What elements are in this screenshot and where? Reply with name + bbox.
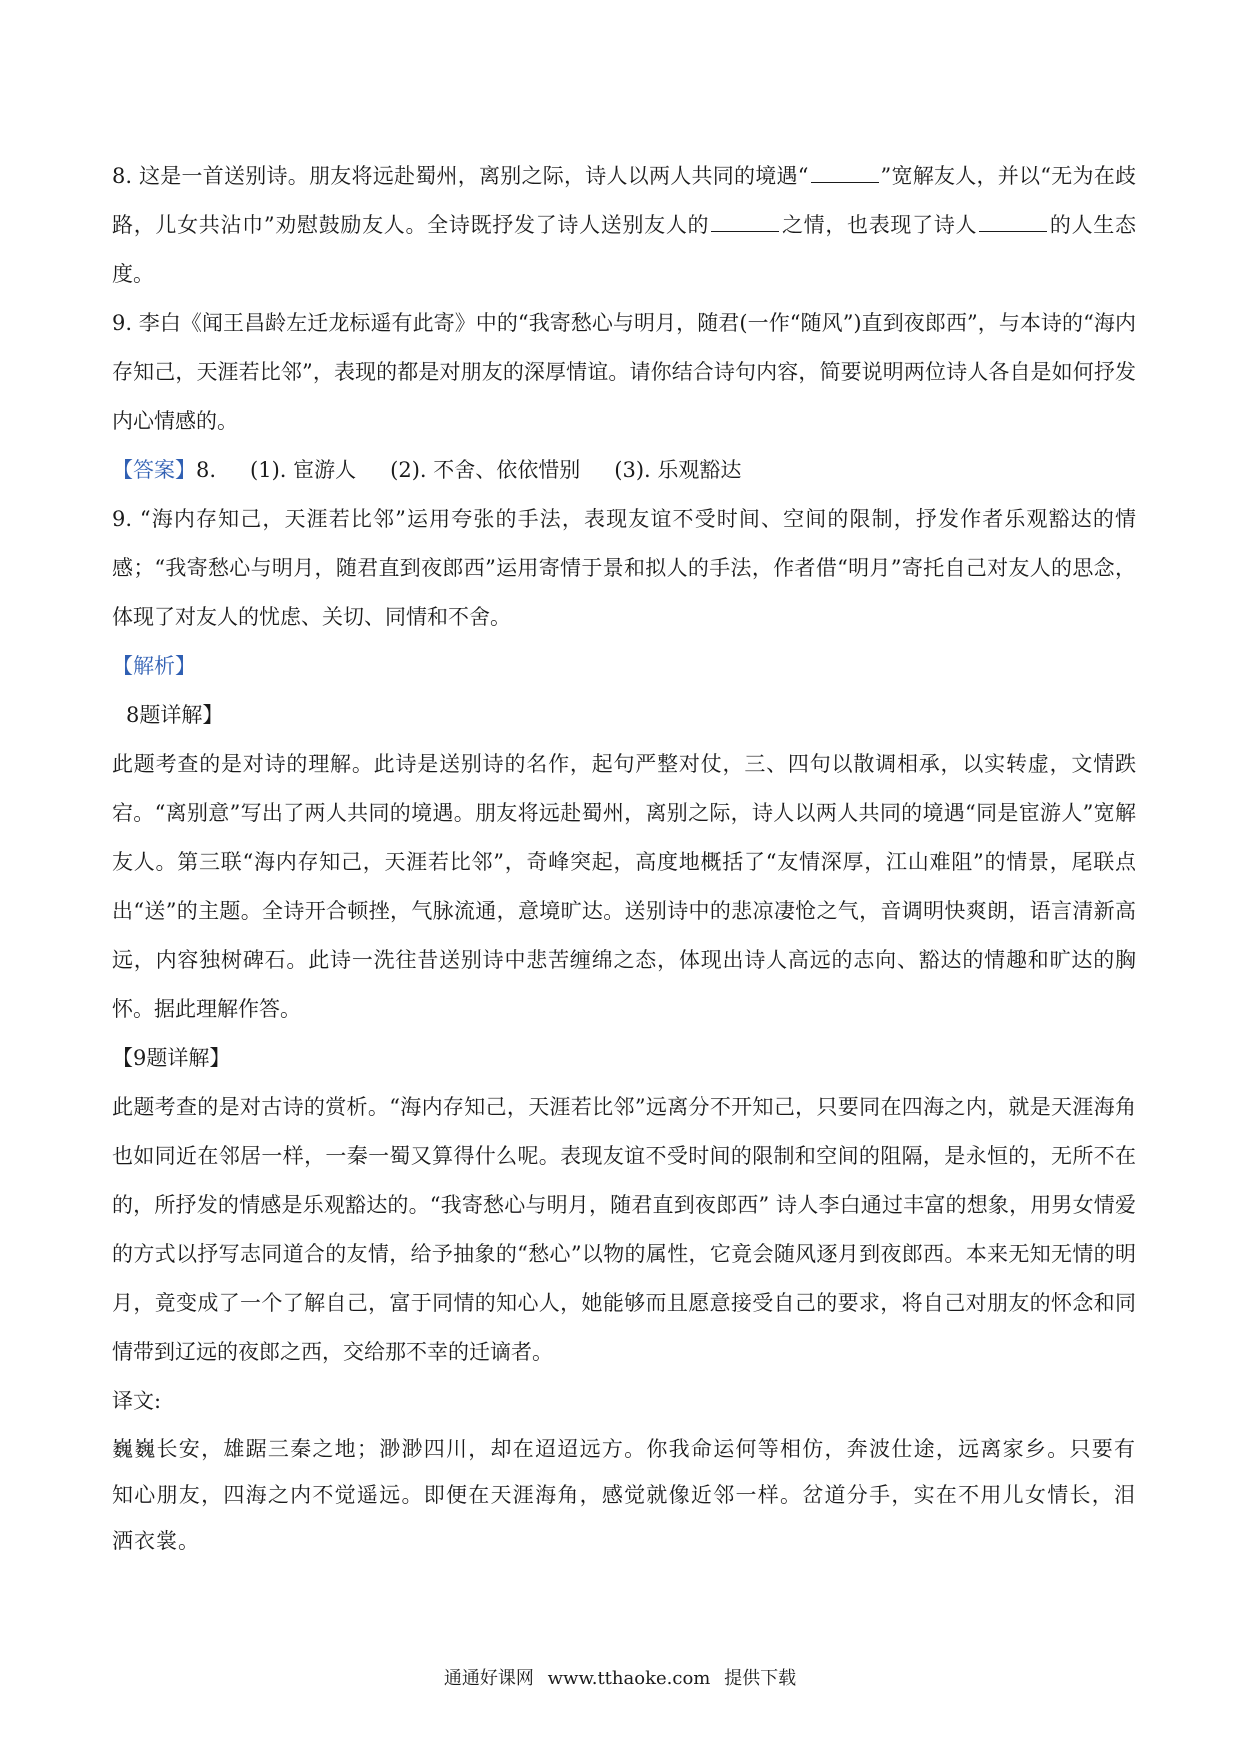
translation-text: 巍巍长安，雄踞三秦之地；渺渺四川，却在迢迢远方。你我命运何等相仿，奔波仕途，远离家乡。只要有知心朋友，四海之内不觉遥远。即便在天涯海角，感觉就像近邻一样。岔道分手，实在不用儿女情长，泪洒衣裳。	[112, 1437, 1136, 1553]
q8-detail-heading: 8题详解】	[126, 703, 224, 727]
q8-detail-text: 此题考查的是对诗的理解。此诗是送别诗的名作，起句严整对仗，三、四句以散调相承，以实转虚，文情跌宕。“离别意”写出了两人共同的境遇。朋友将远赴蜀州，离别之际，诗人以两人共同的境遇“同是宦游人”宽解友人。第三联“海内存知己，天涯若比邻”，奇峰突起，高度地概括了“友情深厚，江山难阻”的情景，尾联点出“送”的主题。全诗开合顿挫，气脉流通，意境旷达。送别诗中的悲凉凄怆之气，音调明快爽朗，语言清新高远，内容独树碑石。此诗一洗往昔送别诗中悲苦缠绵之态，体现出诗人高远的志向、豁达的情趣和旷达的胸怀。据此理解作答。	[112, 752, 1136, 1021]
q9-detail-heading: 【9题详解】	[112, 1046, 231, 1070]
translation-label: 译文:	[112, 1389, 162, 1413]
answer-item-1: (1). 宦游人	[250, 458, 357, 482]
page-footer	[0, 1664, 1240, 1690]
q8-text-part4: 的人生态度。	[112, 213, 1137, 286]
question-9: 9. 李白《闻王昌龄左迁龙标遥有此寄》中的“我寄愁心与明月，随君(一作“随风”)直到夜郎西”，与本诗的“海内存知己，天涯若比邻”，表现的都是对朋友的深厚情谊。请你结合诗句内容，简要说明两位诗人各自是如何抒发内心情感的。	[112, 311, 1136, 433]
question-8	[112, 152, 1136, 299]
q9-detail-text: 此题考查的是对古诗的赏析。“海内存知己，天涯若比邻”远离分不开知己，只要同在四海之内，就是天涯海角也如同近在邻居一样，一秦一蜀又算得什么呢。表现友谊不受时间的限制和空间的阻隔，是永恒的，无所不在的，所抒发的情感是乐观豁达的。“我寄愁心与明月，随君直到夜郎西” 诗人李白通过丰富的想象，用男女情爱的方式以抒写志同道合的友情，给予抽象的“愁心”以物的属性，它竟会随风逐月到夜郎西。本来无知无情的明月，竟变成了一个了解自己，富于同情的知心人，她能够而且愿意接受自己的要求，将自己对朋友的怀念和同情带到辽远的夜郎之西，交给那不幸的迁谪者。	[112, 1095, 1136, 1364]
q8-blank-3	[979, 213, 1047, 232]
answer-q9: 9. “海内存知己，天涯若比邻”运用夸张的手法，表现友谊不受时间、空间的限制，抒发作者乐观豁达的情感；“我寄愁心与明月，随君直到夜郎西”运用寄情于景和拟人的手法，作者借“明月”寄托自己对友人的思念，体现了对友人的忧虑、关切、同情和不舍。	[112, 507, 1136, 629]
q8-text-part2: ”宽解友人，并以“无为在歧路，儿女共沾巾”劝慰鼓励友人。全诗既抒发了诗人送别友人的	[112, 164, 1136, 237]
q8-text-part1: 8. 这是一首送别诗。朋友将远赴蜀州，离别之际，诗人以两人共同的境遇“	[112, 164, 809, 188]
q8-blank-2	[711, 213, 779, 232]
answer-q-num: 8.	[196, 458, 217, 482]
document-body	[112, 152, 1136, 1564]
answer-line	[112, 446, 1136, 495]
answer-label: 【答案】	[112, 458, 196, 482]
q8-blank-1	[811, 164, 879, 183]
analysis-label: 【解析】	[112, 654, 196, 678]
footer-url[interactable]: www.tthaoke.com	[547, 1668, 711, 1689]
answer-item-2: (2). 不舍、依依惜别	[390, 458, 581, 482]
footer-site-name: 通通好课网	[443, 1668, 534, 1689]
q8-text-part3: 之情，也表现了诗人	[781, 213, 978, 237]
footer-suffix: 提供下载	[724, 1668, 797, 1689]
answer-item-3: (3). 乐观豁达	[614, 458, 742, 482]
